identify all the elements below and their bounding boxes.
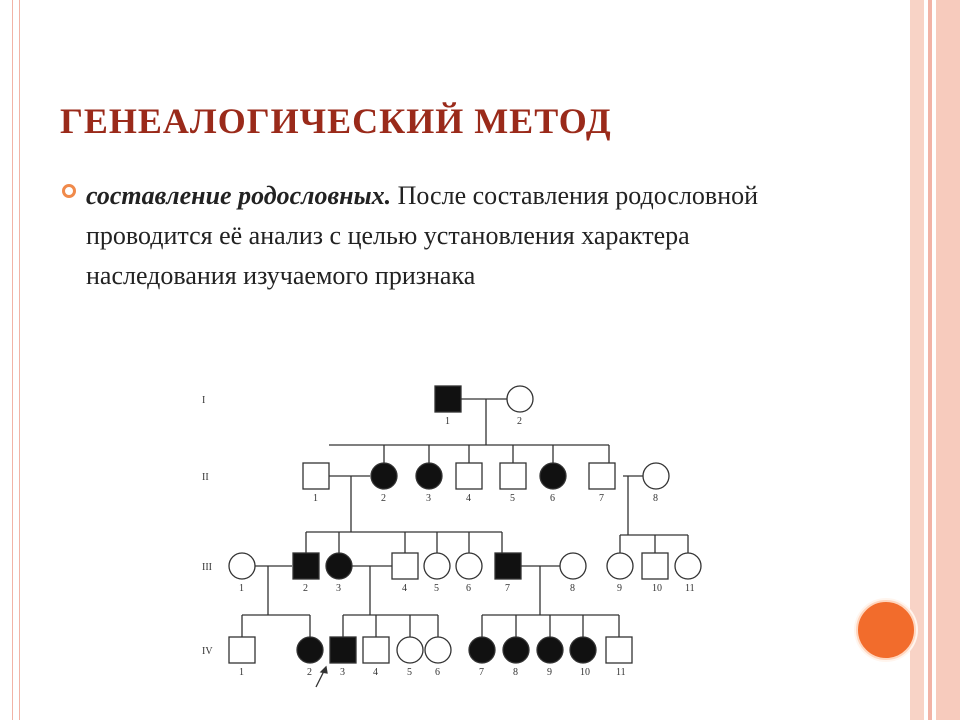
individual-IV-7-female: [469, 637, 495, 663]
individual-number-label: 4: [466, 493, 471, 504]
individual-IV-8-female: [503, 637, 529, 663]
individual-III-11-female: [675, 553, 701, 579]
individual-III-2-male: [293, 553, 319, 579]
individual-II-2-female: [371, 463, 397, 489]
individual-number-label: 8: [513, 667, 518, 678]
individual-number-label: 3: [336, 583, 341, 594]
individual-I-2-female: [507, 386, 533, 412]
individual-IV-9-female: [537, 637, 563, 663]
individual-number-label: 2: [517, 416, 522, 427]
individual-number-label: 5: [407, 667, 412, 678]
individual-IV-1-male: [229, 637, 255, 663]
individual-number-label: 6: [435, 667, 440, 678]
bullet-text: [86, 176, 786, 296]
bullet-emphasis: составление родословных.: [86, 181, 392, 210]
individual-IV-5-female: [397, 637, 423, 663]
individual-IV-4-male: [363, 637, 389, 663]
individual-number-label: 4: [373, 667, 378, 678]
left-border-decoration: [12, 0, 20, 720]
individual-III-1-female: [229, 553, 255, 579]
individual-number-label: 2: [381, 493, 386, 504]
individual-number-label: 9: [617, 583, 622, 594]
individual-II-6-female: [540, 463, 566, 489]
individual-number-label: 11: [616, 667, 626, 678]
generation-label-I: I: [202, 395, 206, 406]
individual-II-5-male: [500, 463, 526, 489]
individual-III-5-female: [424, 553, 450, 579]
individual-number-label: 10: [580, 667, 590, 678]
right-border-decoration: [910, 0, 960, 720]
individual-number-label: 3: [340, 667, 345, 678]
individual-number-label: 9: [547, 667, 552, 678]
orange-circle-decoration: [856, 600, 916, 660]
individual-number-label: 8: [653, 493, 658, 504]
pedigree-chart: [190, 375, 730, 695]
bullet-circle-icon: [62, 184, 76, 198]
individual-II-4-male: [456, 463, 482, 489]
individual-III-6-female: [456, 553, 482, 579]
individual-number-label: 6: [550, 493, 555, 504]
individual-IV-2-female: [297, 637, 323, 663]
individual-III-10-male: [642, 553, 668, 579]
individual-IV-3-male: [330, 637, 356, 663]
individual-number-label: 1: [313, 493, 318, 504]
generation-labels: [202, 395, 213, 657]
individual-III-7-male: [495, 553, 521, 579]
individual-number-label: 2: [307, 667, 312, 678]
individual-I-1-male: [435, 386, 461, 412]
slide-title: ГЕНЕАЛОГИЧЕСКИЙ МЕТОД: [60, 101, 612, 141]
individual-III-8-female: [560, 553, 586, 579]
generation-label-II: II: [202, 472, 209, 483]
individual-number-label: 3: [426, 493, 431, 504]
individual-number-label: 1: [239, 667, 244, 678]
individual-III-3-female: [326, 553, 352, 579]
individual-number-label: 5: [434, 583, 439, 594]
individual-IV-11-male: [606, 637, 632, 663]
individual-number-label: 11: [685, 583, 695, 594]
individual-number-label: 6: [466, 583, 471, 594]
generation-label-IV: IV: [202, 646, 213, 657]
individual-number-label: 7: [505, 583, 510, 594]
individual-number-label: 2: [303, 583, 308, 594]
individual-IV-10-female: [570, 637, 596, 663]
individual-number-label: 7: [479, 667, 484, 678]
bullet-body: После составления родословной проводится её анализ с целью установления характера наследования изучаемого признака: [86, 181, 759, 290]
individual-III-4-male: [392, 553, 418, 579]
individual-II-3-female: [416, 463, 442, 489]
individual-number-label: 5: [510, 493, 515, 504]
individual-number-label: 7: [599, 493, 604, 504]
individual-number-label: 1: [445, 416, 450, 427]
individual-II-7-male: [589, 463, 615, 489]
individual-II-8-female: [643, 463, 669, 489]
individual-number-label: 8: [570, 583, 575, 594]
individual-IV-6-female: [425, 637, 451, 663]
generation-label-III: III: [202, 562, 212, 573]
individual-II-1-male: [303, 463, 329, 489]
individual-III-9-female: [607, 553, 633, 579]
individual-number-label: 4: [402, 583, 407, 594]
individual-number-label: 10: [652, 583, 662, 594]
individual-number-label: 1: [239, 583, 244, 594]
